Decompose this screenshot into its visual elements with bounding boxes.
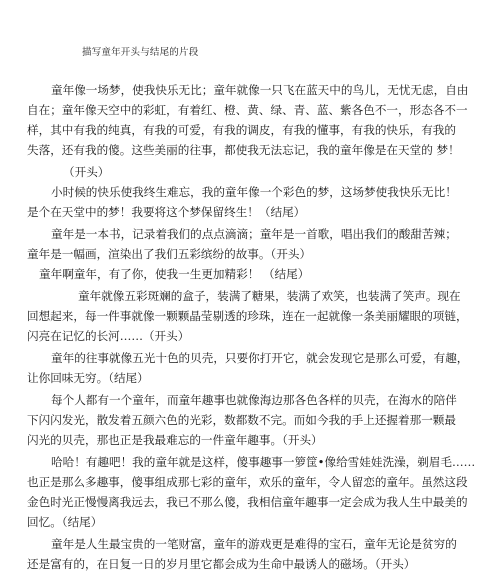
- text-line: 自在；童年像天空中的彩虹，有着红、橙、黄、绿、青、蓝、紫各色不一，形态各不一: [27, 103, 468, 117]
- text-line: 童年是人生最宝贵的一笔财富，童年的游戏更是难得的宝石，童年无论是贫穷的: [51, 537, 457, 551]
- text-line: 童年啊童年，有了你，使我一生更加精彩！ （结尾）: [39, 267, 310, 281]
- text-line: 还是富有的，在日复一日的岁月里它都会成为生命中最诱人的磁场。（开头）: [27, 557, 416, 571]
- text-line: 是个在天堂中的梦！我要将这个梦保留终生！（结尾）: [27, 205, 306, 219]
- text-line: 童年是一本书，记录着我们的点点滴滴；童年是一首歌，唱出我们的酸甜苦辣；: [51, 227, 457, 241]
- document-title: 描写童年开头与结尾的片段: [82, 47, 199, 58]
- text-line: 回忆。（结尾）: [27, 515, 103, 529]
- text-line: 每个人都有一个童年，而童年趣事也就像海边那各色各样的贝壳，在海水的陪伴: [51, 393, 457, 407]
- text-line: 童年像一场梦，使我快乐无比；童年就像一只飞在蓝天中的鸟儿，无忧无虑，自由: [51, 83, 469, 97]
- text-line: 小时候的快乐使我终生难忘，我的童年像一个彩色的梦，这场梦使我快乐无比！: [51, 185, 457, 199]
- text-line: 闪亮在记忆的长河……（开头）: [27, 329, 190, 343]
- text-line: 金色时光正慢慢离我远去，我已不那么傻，我相信童年趣事一定会成为我人生中最美的: [27, 495, 468, 509]
- text-line: 童年就像五彩斑斓的盒子，装满了糖果，装满了欢笑，也装满了笑声。现在: [78, 289, 461, 303]
- text-line: 样，其中有我的纯真，有我的可爱，有我的调皮，有我的懂事，有我的快乐，有我的: [27, 123, 456, 137]
- text-line: 下闪闪发光，散发着五颜六色的光彩，数都数不完。而如今我的手上还握着那一颗最: [27, 413, 456, 427]
- text-line: 哈哈！有趣吧！我的童年就是这样，傻事趣事一箩筐•像给雪娃娃洗澡，剃眉毛……: [51, 455, 476, 469]
- text-line: （开头）: [63, 165, 110, 179]
- text-line: 童年是一幅画，渲染出了我们五彩缤纷的故事。（开头）: [27, 247, 312, 261]
- text-line: 让你回味无穷。（结尾）: [27, 371, 149, 385]
- text-line: 回想起来，每一件事就像一颗颗晶莹剔透的珍珠，连在一起就像一条美丽耀眼的项链，: [27, 309, 468, 323]
- text-line: 也正是那么多趣事，傻事组成那七彩的童年，欢乐的童年，令人留恋的童年。虽然这段: [27, 475, 468, 489]
- text-line: 失落，还有我的傻。这些美丽的往事，都使我无法忘记，我的童年像是在天堂的 梦！: [27, 143, 460, 157]
- text-line: 闪光的贝壳，那也正是我最难忘的一件童年趣事。（开头）: [27, 433, 323, 447]
- text-line: 童年的往事就像五光十色的贝壳，只要你打开它，就会发现它是那么可爱，有趣，: [51, 351, 469, 365]
